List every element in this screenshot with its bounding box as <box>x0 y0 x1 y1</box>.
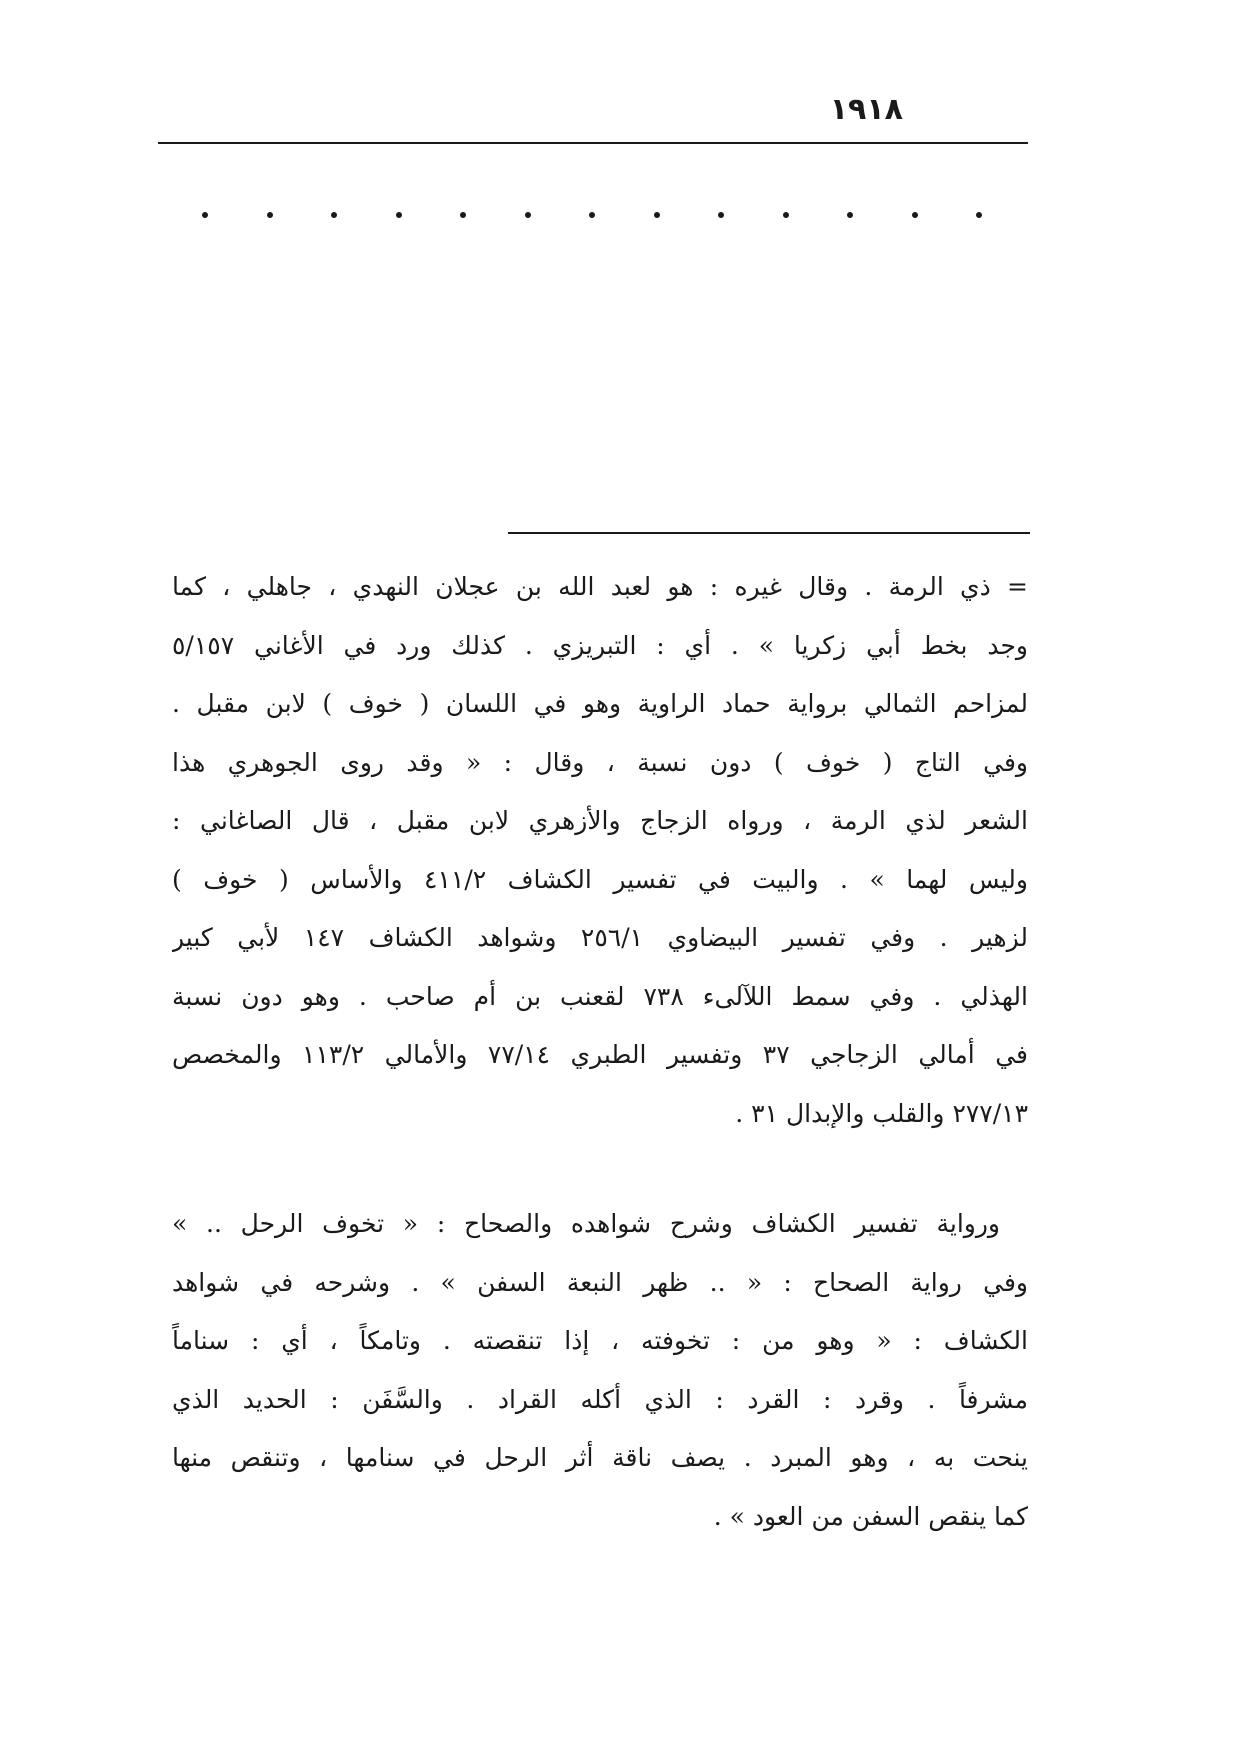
header-rule <box>158 142 1028 144</box>
separator-dot <box>847 212 853 218</box>
separator-dot <box>396 212 402 218</box>
separator-dot <box>912 212 918 218</box>
footnote-line: في أمالي الزجاجي ٣٧ وتفسير الطبري ٧٧/١٤ والأمالي ١١٣/٢ والمخصص <box>172 1040 1028 1069</box>
footnote-line: لزهير . وفي تفسير البيضاوي ٢٥٦/١ وشواهد الكشاف ١٤٧ لأبي كبير <box>172 923 1028 952</box>
note-line: مشرفاً . وقرد : القرد : الذي أكله القراد . والسَّفَن : الحديد الذي <box>172 1384 1028 1414</box>
note-line: كما ينقص السفن من العود » . <box>713 1501 1028 1531</box>
note-line: الكشاف : « وهو من : تخوفته ، إذا تنقصته . وتامكاً ، أي : سناماً <box>172 1326 1028 1355</box>
separator-dot <box>267 212 273 218</box>
footnote-line: وليس لهما » . والبيت في تفسير الكشاف ٤١١/٢ والأساس ( خوف ) <box>172 864 1028 894</box>
separator-dot <box>976 212 982 218</box>
note-line: وفي رواية الصحاح : « .. ظهر النبعة السفن » . وشرحه في شواهد <box>172 1267 1028 1297</box>
footnote-line: لمزاحم الثمالي برواية حماد الراوية وهو في اللسان ( خوف ) لابن مقبل . <box>172 689 1028 718</box>
separator-dot <box>331 212 337 218</box>
footnote-line: = ذي الرمة . وقال غيره : هو لعبد الله بن عجلان النهدي ، جاهلي ، كما <box>172 572 1028 601</box>
note-line: ينحت به ، وهو المبرد . يصف ناقة أثر الرحل في سنامها ، وتنقص منها <box>172 1443 1028 1472</box>
separator-dot <box>718 212 724 218</box>
footnote-line: وجد بخط أبي زكريا » . أي : التبريزي . كذلك ورد في الأغاني ٥/١٥٧ <box>172 630 1028 660</box>
separator-dot <box>460 212 466 218</box>
section-separator-dots <box>202 212 982 218</box>
note-line: ورواية تفسير الكشاف وشرح شواهده والصحاح : « تخوف الرحل .. » <box>172 1209 1000 1238</box>
separator-dot <box>783 212 789 218</box>
separator-dot <box>654 212 660 218</box>
footnote-line: ٢٧٧/١٣ والقلب والإبدال ٣١ . <box>735 1098 1028 1128</box>
footnote-rule <box>508 532 1030 534</box>
separator-dot <box>589 212 595 218</box>
footnote-line: وفي التاج ( خوف ) دون نسبة ، وقال : « وقد روى الجوهري هذا <box>172 747 1028 777</box>
separator-dot <box>202 212 208 218</box>
footnote-line: الهذلي . وفي سمط اللآلىء ٧٣٨ لقعنب بن أم صاحب . وهو دون نسبة <box>172 981 1028 1011</box>
note-paragraph <box>172 1195 1028 1546</box>
footnote-line: الشعر لذي الرمة ، ورواه الزجاج والأزهري لابن مقبل ، قال الصاغاني : <box>172 806 1028 835</box>
separator-dot <box>525 212 531 218</box>
page-number: ١٩١٨ <box>829 92 903 127</box>
footnote-paragraph <box>172 558 1028 1143</box>
